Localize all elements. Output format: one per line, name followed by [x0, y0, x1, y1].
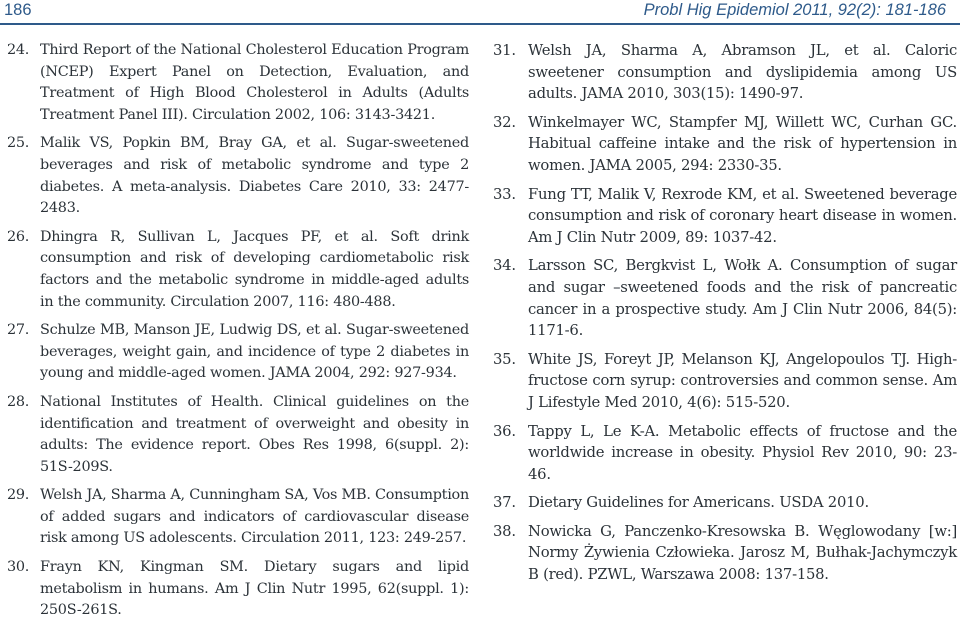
reference-number: 28.	[7, 393, 30, 410]
page-number: 186	[4, 1, 32, 19]
reference-text: Nowicka G, Panczenko-Kresowska B. Węglowodany [w:] Normy Żywienia Człowieka. Jarosz M, Bułhak-Jachymczyk B (red). PZWL, Warszawa 2008: 137-158.	[528, 522, 957, 584]
reference-item	[493, 521, 957, 586]
reference-number: 26.	[7, 228, 30, 245]
reference-item	[7, 485, 469, 550]
reference-number: 38.	[493, 522, 516, 540]
reference-text: Larsson SC, Bergkvist L, Wołk A. Consumption of sugar and sugar –sweetened foods and the risk of pancreatic cancer in a prospective study. Am J Clin Nutr 2006, 84(5): 1171-6.	[528, 257, 957, 340]
reference-number: 24.	[7, 42, 30, 58]
reference-text: Fung TT, Malik V, Rexrode KM, et al. Sweetened beverage consumption and risk of coronary heart disease in women. Am J Clin Nutr 2009, 89: 1037-42.	[528, 185, 957, 246]
reference-item	[7, 133, 469, 219]
reference-item	[7, 392, 469, 478]
reference-number: 33.	[493, 185, 516, 203]
header-rule	[0, 23, 960, 25]
journal-citation: Probl Hig Epidemiol 2011, 92(2): 181-186	[643, 1, 946, 19]
reference-number: 35.	[493, 350, 516, 368]
reference-number: 32.	[493, 113, 516, 131]
reference-text: Dietary Guidelines for Americans. USDA 2010.	[528, 494, 869, 512]
reference-number: 27.	[7, 322, 30, 339]
reference-number: 30.	[7, 559, 30, 576]
reference-item	[7, 227, 469, 313]
reference-number: 37.	[493, 494, 516, 512]
reference-item	[493, 349, 957, 414]
reference-item	[7, 320, 469, 385]
reference-item	[7, 557, 469, 622]
page-header	[0, 0, 960, 21]
reference-text: Malik VS, Popkin BM, Bray GA, et al. Sugar-sweetened beverages and risk of metabolic syndrome and type 2 diabetes. A meta-analysis. Diabetes Care 2010, 33: 2477-2483.	[40, 135, 469, 217]
reference-text: Tappy L, Le K-A. Metabolic effects of fructose and the worldwide increase in obesity. Physiol Rev 2010, 90: 23-46.	[528, 422, 957, 483]
reference-item	[493, 421, 957, 486]
reference-number: 36.	[493, 422, 516, 440]
reference-text: National Institutes of Health. Clinical guidelines on the identification and treatment of overweight and obesity in adults: The evidence report. Obes Res 1998, 6(suppl. 2): 51S-209S.	[40, 393, 469, 475]
reference-item	[493, 184, 957, 249]
reference-text: Welsh JA, Sharma A, Abramson JL, et al. Caloric sweetener consumption and dyslipidemia among US adults. JAMA 2010, 303(15): 1490-97.	[528, 42, 957, 103]
reference-item	[493, 112, 957, 177]
reference-item	[7, 40, 469, 126]
reference-text: Welsh JA, Sharma A, Cunningham SA, Vos MB. Consumption of added sugars and indicators of cardiovascular disease risk among US adolescents. Circulation 2011, 123: 249-257.	[40, 487, 469, 547]
references-left-column	[7, 40, 469, 629]
reference-text: Frayn KN, Kingman SM. Dietary sugars and lipid metabolism in humans. Am J Clin Nutr 1995, 62(suppl. 1): 250S-261S.	[40, 559, 469, 619]
reference-text: Dhingra R, Sullivan L, Jacques PF, et al. Soft drink consumption and risk of developing cardiometabolic risk factors and the metabolic syndrome in middle-aged adults in the community. Circulation 2007, 116: 480-488.	[40, 228, 469, 310]
reference-item	[493, 492, 957, 514]
reference-text: Winkelmayer WC, Stampfer MJ, Willett WC, Curhan GC. Habitual caffeine intake and the risk of hypertension in women. JAMA 2005, 294: 2330-35.	[528, 113, 957, 174]
reference-number: 34.	[493, 257, 516, 275]
reference-text: Third Report of the National Cholesterol Education Program (NCEP) Expert Panel on Detection, Evaluation, and Treatment of High Blood Cholesterol in Adults (Adults Treatment Panel III). Circulation 2002, 106: 3143-3421.	[40, 42, 469, 123]
reference-number: 29.	[7, 487, 30, 504]
reference-text: White JS, Foreyt JP, Melanson KJ, Angelopoulos TJ. High-fructose corn syrup: controversies and common sense. Am J Lifestyle Med 2010, 4(6): 515-520.	[528, 350, 957, 411]
reference-item	[493, 255, 957, 341]
reference-item	[493, 40, 957, 105]
reference-number: 25.	[7, 135, 30, 152]
reference-text: Schulze MB, Manson JE, Ludwig DS, et al. Sugar-sweetened beverages, weight gain, and incidence of type 2 diabetes in young and middle-aged women. JAMA 2004, 292: 927-934.	[40, 322, 469, 382]
references-right-column	[493, 40, 957, 593]
reference-number: 31.	[493, 42, 516, 59]
